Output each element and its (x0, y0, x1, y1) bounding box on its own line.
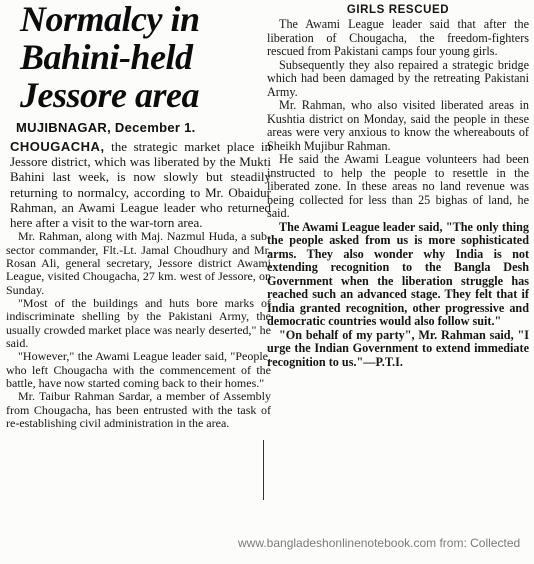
paragraph: Mr. Rahman, who also visited liberated areas in Kushtia district on Monday, said the people in these areas were very anxious to know the whereabouts of Sheikh Mujibur Rahman. (267, 98, 529, 153)
paragraph: He said the Awami League volunteers had been instructed to help the people to resettle in the liberated zone. In these areas no land revenue was being collected for less than 25 bighas of land, he said. (267, 152, 529, 220)
headline-line-3: Jessore area (20, 75, 199, 115)
paragraph: Mr. Rahman, along with Maj. Nazmul Huda, a sub-sector commander, Flt.-Lt. Jamal Choudhury and Mr. Rosan Ali, general secretary, Jessore district Awami League, visited Chougacha, 27 km. west of Jessore, on Sunday. (6, 229, 271, 297)
headline (6, 0, 271, 114)
lede-text: the strategic market place in Jessore district, which was liberated by the Mukti Bahini last week, is now slowly but steadily returning to normalcy, according to Mr. Obaidur Rahman, an Awami League leader who returned here after a visit to the war-torn area. (10, 139, 271, 231)
left-column (6, 0, 271, 430)
watermark-caption: www.bangladeshonlinenotebook.com from: Collected (238, 536, 521, 550)
paragraph-bold: The Awami League leader said, "The only thing the people asked from us is more sophisticated arms. They also wonder why India is not extending recognition to the Bangla Desh Government when the liberation struggle has reached such an advanced stage. They felt that if India granted recognition, other progressive and democratic countries would also follow suit." (267, 219, 529, 328)
lede-dropcap: CHOUGACHA, (10, 139, 105, 154)
headline-line-2: Bahini-held (20, 37, 193, 77)
lede-paragraph (6, 139, 271, 230)
paragraph-bold: "On behalf of my party", Mr. Rahman said, "I urge the Indian Government to extend immediate recognition to us."—P.T.I. (267, 327, 529, 369)
paragraph: "Most of the buildings and huts bore marks of indiscriminate shelling by the Pakistani Army, the usually crowded market place was nearly deserted," he said. (6, 295, 271, 350)
paragraph: "However," the Awami League leader said, "People, who left Chougacha with the commencement of the battle, have now started coming back to their homes." (6, 349, 271, 390)
paragraph: The Awami League leader said that after the liberation of Chougacha, the freedom-fighters rescued from Pakistani camps four young girls. (267, 17, 529, 58)
paragraph: Mr. Taibur Rahman Sardar, a member of Assembly from Chougacha, has been entrusted with the task of re-establishing civil administration in the area. (6, 389, 271, 431)
dateline: MUJIBNAGAR, December 1. (16, 120, 196, 135)
headline-line-1: Normalcy in (20, 0, 200, 39)
right-column (267, 0, 529, 369)
column-rule (263, 440, 264, 500)
paragraph: Subsequently they also repaired a strategic bridge which had been damaged by the retreating Pakistani Army. (267, 57, 529, 99)
subheading: GIRLS RESCUED (346, 4, 450, 16)
